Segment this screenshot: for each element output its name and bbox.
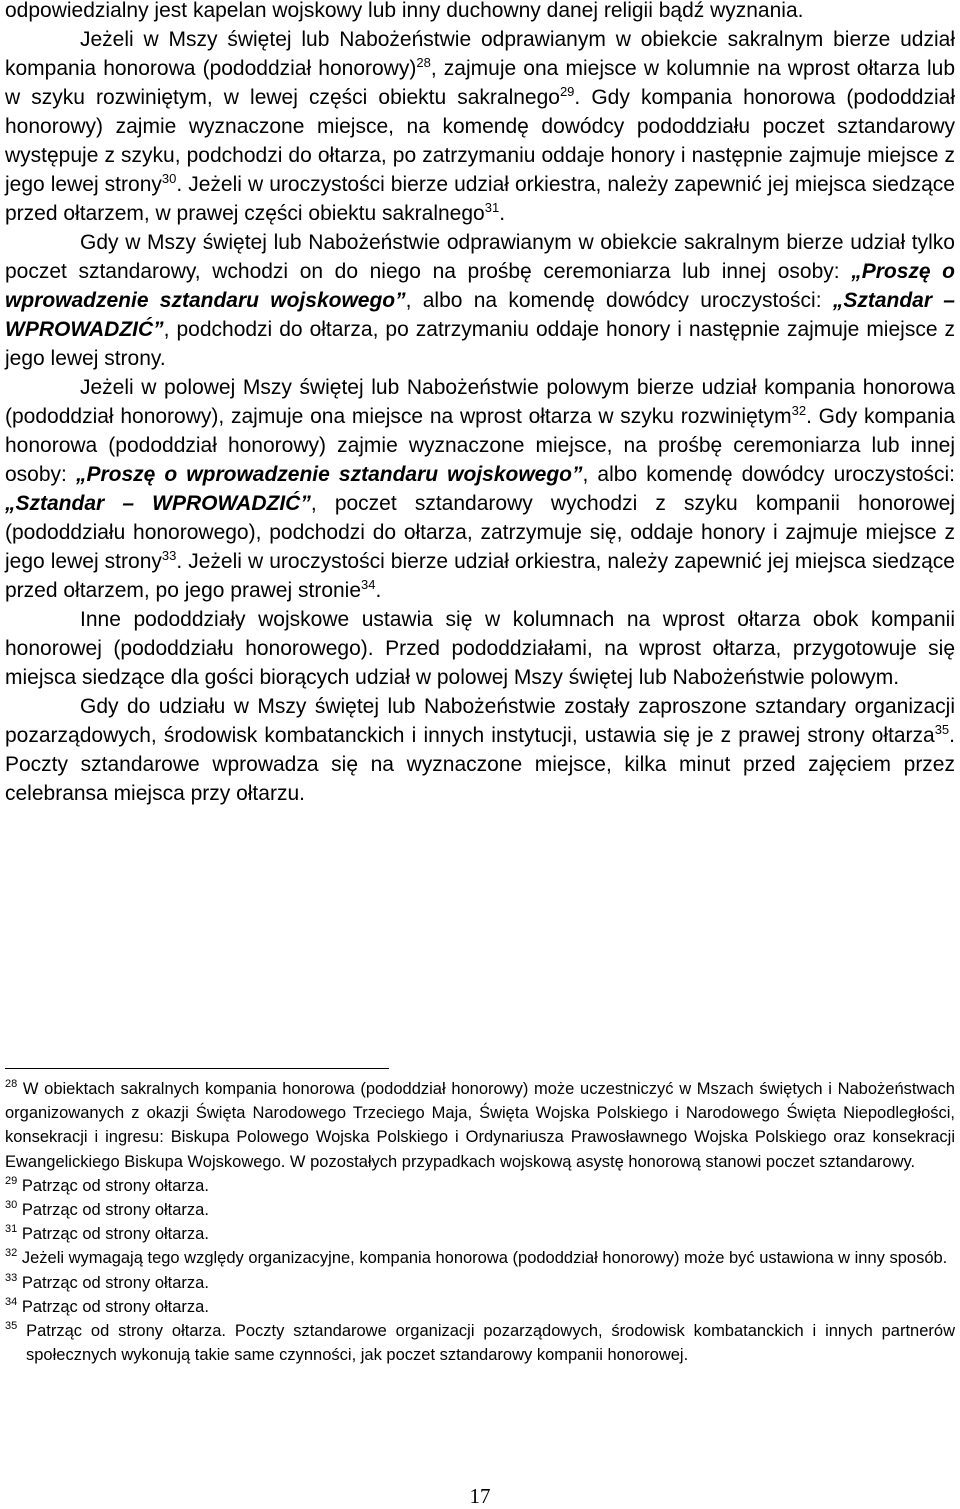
footnotes bbox=[5, 1077, 955, 1367]
footnote-ref-32: 32 bbox=[791, 403, 807, 418]
footnote-34: $^{34}$ Patrząc od strony ołtarza. bbox=[5, 1295, 209, 1316]
paragraph-continuation: odpowiedzialny jest kapelan wojskowy lub inny duchowny danej religii bądź wyznania. bbox=[5, 0, 804, 22]
footnote-ref-33: 33 bbox=[161, 548, 177, 563]
footnote-30: $^{30}$ Patrząc od strony ołtarza. bbox=[5, 1199, 209, 1220]
footnote-ref-29: 29 bbox=[559, 84, 575, 99]
footnote-separator bbox=[5, 1068, 389, 1069]
footnote-29: $^{29}$ Patrząc od strony ołtarza. bbox=[5, 1174, 209, 1195]
footnote-33: $^{33}$ Patrząc od strony ołtarza. bbox=[5, 1271, 209, 1292]
command-text: „Sztandar – WPROWADZIĆ” bbox=[5, 289, 955, 341]
paragraph-poczet-sztandarowy: Gdy w Mszy świętej lub Nabożeństwie odprawianym w obiekcie sakralnym bierze udział tylko poczet sztandarowy, wchodzi on do niego na prośbę ceremoniarza lub innej osoby: „Proszę o wprowadzenie sztandaru wojskowego”, albo na komendę dowódcy uroczystości: „Sztandar – WPROWADZIĆ”, podchodzi do ołtarza, po zatrzymaniu oddaje honory i następnie zajmuje miejsce z jego lewej strony. bbox=[5, 231, 955, 370]
command-text: „Proszę o wprowadzenie sztandaru wojskowego” bbox=[5, 260, 955, 312]
page-number: 17 bbox=[469, 1484, 491, 1508]
body-text bbox=[5, 0, 955, 808]
footnote-35: $^{35}$ Patrząc od strony ołtarza. Poczty sztandarowe organizacji pozarządowych, środowisk kombatanckich i innych partnerów społecznych wykonują takie same czynności, jak poczet sztandarowy kompanii honorowej. bbox=[5, 1320, 955, 1365]
command-text: „Sztandar – WPROWADZIĆ” bbox=[5, 492, 311, 515]
footnote-ref-30: 30 bbox=[161, 171, 177, 186]
command-text: „Proszę o wprowadzenie sztandaru wojskowego” bbox=[75, 463, 583, 486]
footnote-ref-28: 28 bbox=[416, 55, 431, 70]
paragraph-sztandary-organizacji: Gdy do udziału w Mszy świętej lub Nabożeństwie zostały zaproszone sztandary organizacji pozarządowych, środowisk kombatanckich i innych instytucji, ustawia się je z prawej strony ołtarza$^{35}$. Poczty sztandarowe wprowadza się na wyznaczone miejsce, kilka minut przed zajęciem przez celebransa miejsca przy ołtarzu. bbox=[5, 695, 955, 805]
footnote-ref-31: 31 bbox=[484, 200, 500, 215]
footnote-32: $^{32}$ Jeżeli wymagają tego względy organizacyjne, kompania honorowa (pododdział honorowy) może być ustawiona w inny sposób. bbox=[5, 1247, 948, 1268]
paragraph-inne-pododdzialy: Inne pododdziały wojskowe ustawia się w kolumnach na wprost ołtarza obok kompanii honorowej (pododdziału honorowego). Przed pododdziałami, na wprost ołtarza, przygotowuje się miejsca siedzące dla gości biorących udział w polowej Mszy świętej lub Nabożeństwie polowym. bbox=[5, 608, 955, 689]
paragraph-polowa-msza: Jeżeli w polowej Mszy świętej lub Nabożeństwie polowym bierze udział kompania honorowa (pododdział honorowy), zajmuje ona miejsce na wprost ołtarza w szyku rozwiniętym$^{32}$. Gdy kompania honorowa (pododdział honorowy) zajmie wyznaczone miejsce, na prośbę ceremoniarza lub innej osoby: „Proszę o wprowadzenie sztandaru wojskowego”, albo komendę dowódcy uroczystości: „Sztandar – WPROWADZIĆ”, poczet sztandarowy wychodzi z szyku kompanii honorowej (pododdziału honorowego), podchodzi do ołtarza, zatrzymuje się, oddaje honory i zajmuje miejsce z jego lewej strony$^{33}$. Jeżeli w uroczystości bierze udział orkiestra, należy zapewnić jej miejsca siedzące przed ołtarzem, po jego prawej stronie$^{34}$. bbox=[5, 376, 956, 602]
footnote-31: $^{31}$ Patrząc od strony ołtarza. bbox=[5, 1223, 209, 1244]
paragraph-kompania-honorowa-obiekt-sakralny: Jeżeli w Mszy świętej lub Nabożeństwie odprawianym w obiekcie sakralnym bierze udział kompania honorowa (pododdział honorowy)$^{28}$, zajmuje ona miejsce w kolumnie na wprost ołtarza lub w szyku rozwiniętym, w lewej części obiektu sakralnego$^{29}$. Gdy kompania honorowa (pododdział honorowy) zajmie wyznaczone miejsce, na komendę dowódcy pododdziału poczet sztandarowy występuje z szyku, podchodzi do ołtarza, po zatrzymaniu oddaje honory i następnie zajmuje miejsce z jego lewej strony$^{30}$. Jeżeli w uroczystości bierze udział orkiestra, należy zapewnić jej miejsca siedzące przed ołtarzem, w prawej części obiektu sakralnego$^{31}$. bbox=[5, 28, 956, 225]
footnote-ref-35: 35 bbox=[934, 722, 950, 737]
footnote-ref-34: 34 bbox=[361, 577, 376, 592]
footnote-28: $^{28}$ W obiektach sakralnych kompania honorowa (pododdział honorowy) może uczestniczyć w Mszach świętych i Nabożeństwach organizowanych z okazji Święta Narodowego Trzeciego Maja, Święta Wojska Polskiego i Narodowego Święta Niepodległości, konsekracji i ingresu: Biskupa Polowego Wojska Polskiego i Ordynariusza Prawosławnego Wojska Polskiego oraz konsekracji Ewangelickiego Biskupa Wojskowego. W pozostałych przypadkach wojskową asystę honorową stanowi poczet sztandarowy. bbox=[5, 1078, 955, 1171]
